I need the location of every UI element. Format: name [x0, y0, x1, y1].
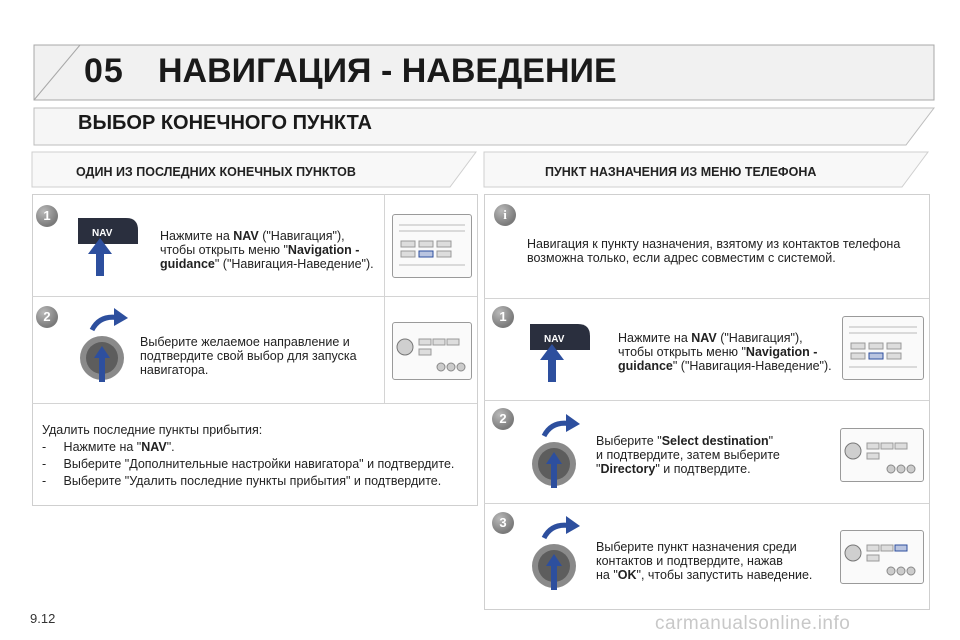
step-2-badge: 2	[492, 408, 514, 430]
radio-panel-icon	[841, 531, 923, 583]
separator	[384, 194, 385, 403]
separator	[32, 296, 477, 297]
nav-button-label: NAV	[92, 228, 113, 239]
step-1-badge: 1	[492, 306, 514, 328]
rotary-knob-icon	[524, 412, 594, 492]
right-column-heading: ПУНКТ НАЗНАЧЕНИЯ ИЗ МЕНЮ ТЕЛЕФОНА	[545, 165, 817, 179]
separator	[32, 403, 477, 404]
chapter-title: НАВИГАЦИЯ - НАВЕДЕНИЕ	[158, 52, 617, 90]
radio-panel-icon	[843, 317, 923, 379]
radio-panel-image	[842, 316, 924, 380]
radio-panel-image	[840, 530, 924, 584]
left-column-heading: ОДИН ИЗ ПОСЛЕДНИХ КОНЕЧНЫХ ПУНКТОВ	[76, 165, 356, 179]
radio-panel-icon	[841, 429, 923, 481]
footer-watermark: carmanualsonline.info	[655, 613, 851, 634]
page-number: 9.12	[30, 611, 56, 626]
nav-button-label: NAV	[544, 334, 565, 345]
separator	[484, 298, 929, 299]
right-step3-text: Выберите пункт назначения среди контактов и подтвердите, нажав на "OK", чтобы запустить наведение.	[596, 540, 813, 582]
radio-panel-image	[840, 428, 924, 482]
info-icon: i	[494, 204, 516, 226]
delete-item-1: - Нажмите на "NAV".	[42, 440, 175, 454]
section-title: ВЫБОР КОНЕЧНОГО ПУНКТА	[78, 112, 373, 134]
delete-item-2: - Выберите "Дополнительные настройки навигатора" и подтвердите.	[42, 457, 455, 471]
delete-item-3: - Выберите "Удалить последние пункты прибытия" и подтвердите.	[42, 474, 442, 488]
right-step1-text: Нажмите на NAV ("Навигация"), чтобы открыть меню "Navigation - guidance" ("Навигация-Наведение").	[618, 331, 832, 373]
radio-panel-icon	[393, 323, 471, 379]
separator	[484, 400, 929, 401]
step-1-badge: 1	[36, 205, 58, 227]
radio-panel-image	[392, 214, 472, 278]
separator	[484, 503, 929, 504]
rotary-knob-icon	[524, 514, 594, 594]
step-3-badge: 3	[492, 512, 514, 534]
delete-title: Удалить последние пункты прибытия:	[42, 423, 263, 437]
step-2-badge: 2	[36, 306, 58, 328]
radio-panel-icon	[393, 215, 471, 277]
radio-panel-image	[392, 322, 472, 380]
left-step1-text: Нажмите на NAV ("Навигация"), чтобы открыть меню "Navigation - guidance" ("Навигация-Наведение").	[160, 229, 374, 271]
left-step2-text: Выберите желаемое направление и подтвердите свой выбор для запуска навигатора.	[140, 335, 357, 377]
rotary-knob-icon	[72, 306, 142, 386]
nav-button-icon	[74, 212, 144, 278]
nav-button-icon	[526, 318, 596, 384]
right-step2-text: Выберите "Select destination" и подтвердите, затем выберите "Directory" и подтвердите.	[596, 434, 780, 476]
chapter-number: 05	[84, 52, 124, 90]
info-text: Навигация к пункту назначения, взятому из контактов телефона возможна только, если адрес совместим с системой.	[527, 237, 901, 265]
